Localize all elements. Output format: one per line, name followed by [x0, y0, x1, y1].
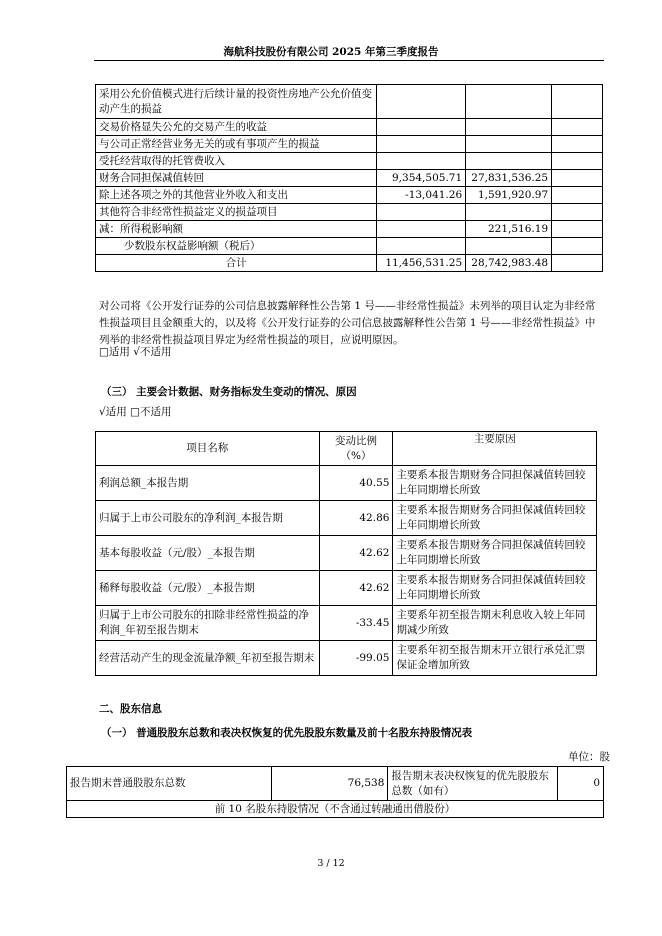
change-reason: 主要系本报告期财务合同担保减值转回较上年同期增长所致	[393, 571, 597, 606]
row-note	[552, 221, 603, 238]
applicability-options-1: □适用 √不适用	[99, 346, 172, 358]
header-rule	[94, 60, 604, 61]
row-current-period	[377, 153, 466, 170]
row-current-period: 9,354,505.71	[377, 170, 466, 187]
shareholder-count-table	[66, 766, 604, 818]
change-reason: 主要系本报告期财务合同担保减值转回较上年同期增长所致	[393, 466, 597, 501]
row-current-period: -13,041.26	[377, 187, 466, 204]
row-year-to-date	[466, 238, 552, 255]
row-label: 除上述各项之外的其他营业外收入和支出	[96, 187, 377, 204]
change-ratio: 42.86	[319, 501, 393, 536]
row-note	[552, 204, 603, 221]
row-label: 减：所得税影响额	[96, 221, 377, 238]
row-year-to-date	[466, 153, 552, 170]
row-label: 采用公允价值模式进行后续计量的投资性房地产公允价值变动产生的损益	[96, 85, 377, 119]
change-reason: 主要系年初至报告期末开立银行承兑汇票保证金增加所致	[393, 641, 597, 676]
row-label: 少数股东权益影响额（税后）	[96, 238, 377, 255]
top10-caption: 前 10 名股东持股情况（不含通过转融通出借股份）	[67, 801, 604, 818]
change-item-name: 归属于上市公司股东的净利润_本报告期	[96, 501, 320, 536]
row-note	[552, 136, 603, 153]
section-3-heading: （三） 主要会计数据、财务指标发生变动的情况、原因	[101, 386, 357, 398]
row-note	[552, 187, 603, 204]
unit-label: 单位：股	[568, 751, 610, 763]
common-shareholders-value: 76,538	[271, 767, 388, 801]
page-header: 海航科技股份有限公司 2025 年第三季度报告	[223, 46, 439, 58]
change-reason: 主要系年初至报告期末利息收入较上年同期减少所致	[393, 606, 597, 641]
major-change-row	[96, 466, 597, 501]
non-recurring-row	[96, 187, 603, 204]
row-current-period	[377, 221, 466, 238]
major-change-row	[96, 571, 597, 606]
major-change-row	[96, 536, 597, 571]
row-label: 交易价格显失公允的交易产生的收益	[96, 119, 377, 136]
row-current-period	[377, 85, 466, 119]
row-year-to-date: 28,742,983.48	[466, 255, 552, 272]
explanation-paragraph: 对公司将《公开发行证券的公司信息披露解释性公告第 1 号——非经常性损益》未列举的项目认定为非经常性损益项目且金额重大的，以及将《公开发行证券的公司信息披露解释性公告第 1 号——非经常性损益》中列举的非经常性损益项目界定为经常性损益的项目，应说明原因。	[99, 300, 596, 346]
non-recurring-row	[96, 153, 603, 170]
row-year-to-date: 27,831,536.25	[466, 170, 552, 187]
common-shareholders-label: 报告期末普通股股东总数	[67, 767, 272, 801]
row-label: 受托经营取得的托管费收入	[96, 153, 377, 170]
row-current-period	[377, 119, 466, 136]
preferred-shareholders-label: 报告期末表决权恢复的优先股股东总数（如有）	[388, 767, 558, 801]
row-note	[552, 238, 603, 255]
change-item-name: 归属于上市公司股东的扣除非经常性损益的净利润_年初至报告期末	[96, 606, 320, 641]
non-recurring-row	[96, 136, 603, 153]
non-recurring-row	[96, 85, 603, 119]
major-change-row	[96, 606, 597, 641]
major-change-row	[96, 641, 597, 676]
shareholder-section-heading: 二、股东信息	[99, 703, 162, 715]
row-year-to-date: 1,591,920.97	[466, 187, 552, 204]
change-item-name: 稀释每股收益（元/股）_本报告期	[96, 571, 320, 606]
row-year-to-date	[466, 136, 552, 153]
row-note	[552, 85, 603, 119]
row-current-period	[377, 136, 466, 153]
row-note	[552, 170, 603, 187]
row-note	[552, 255, 603, 272]
change-item-name: 利润总额_本报告期	[96, 466, 320, 501]
row-note	[552, 153, 603, 170]
change-reason: 主要系本报告期财务合同担保减值转回较上年同期增长所致	[393, 501, 597, 536]
row-label: 合计	[96, 255, 377, 272]
change-ratio: 42.62	[319, 571, 393, 606]
non-recurring-row	[96, 119, 603, 136]
change-item-name: 经营活动产生的现金流量净额_年初至报告期末	[96, 641, 320, 676]
non-recurring-row	[96, 221, 603, 238]
non-recurring-row	[96, 170, 603, 187]
change-reason: 主要系本报告期财务合同担保减值转回较上年同期增长所致	[393, 536, 597, 571]
preferred-shareholders-value: 0	[558, 767, 604, 801]
change-ratio: 40.55	[319, 466, 393, 501]
change-ratio: -33.45	[319, 606, 393, 641]
non-recurring-row	[96, 255, 603, 272]
row-year-to-date	[466, 119, 552, 136]
row-year-to-date	[466, 204, 552, 221]
row-year-to-date	[466, 85, 552, 119]
change-ratio: -99.05	[319, 641, 393, 676]
row-label: 与公司正常经营业务无关的或有事项产生的损益	[96, 136, 377, 153]
row-note	[552, 119, 603, 136]
header-main-reason: 主要原因	[393, 432, 597, 466]
row-label: 其他符合非经常性损益定义的损益项目	[96, 204, 377, 221]
major-changes-table	[95, 431, 597, 676]
header-item-name: 项目名称	[96, 432, 320, 466]
non-recurring-row	[96, 204, 603, 221]
shareholder-subsection-heading: （一） 普通股股东总数和表决权恢复的优先股股东数量及前十名股东持股情况表	[101, 727, 473, 739]
non-recurring-row	[96, 238, 603, 255]
row-current-period: 11,456,531.25	[377, 255, 466, 272]
non-recurring-items-table	[95, 84, 603, 272]
major-change-row	[96, 501, 597, 536]
row-year-to-date: 221,516.19	[466, 221, 552, 238]
change-ratio: 42.62	[319, 536, 393, 571]
row-current-period	[377, 204, 466, 221]
row-current-period	[377, 238, 466, 255]
header-change-ratio: 变动比例（%）	[319, 432, 393, 466]
applicability-options-2: √适用 □不适用	[99, 406, 172, 418]
page-number: 3 / 12	[317, 858, 345, 869]
change-item-name: 基本每股收益（元/股）_本报告期	[96, 536, 320, 571]
row-label: 财务合同担保减值转回	[96, 170, 377, 187]
